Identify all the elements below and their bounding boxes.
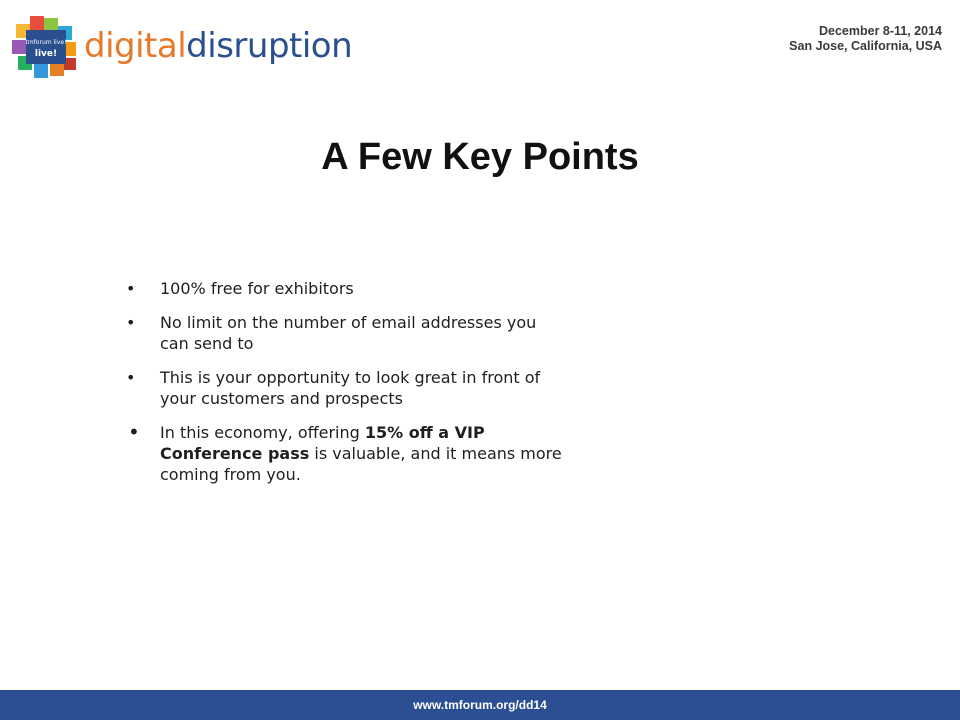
badge-text-tmforum: tmforum live! (25, 39, 67, 46)
slide-title: A Few Key Points (321, 136, 639, 178)
bullet-icon: • (128, 420, 140, 444)
bullet-text-before: In this economy, offering (160, 423, 365, 442)
bullet-text-bold: 15% off a VIP Conference pass (160, 423, 485, 463)
tmforum-live-badge-icon (10, 14, 82, 80)
logo-text-digital: digital (84, 26, 187, 66)
bullet-text-after: is valuable, and it means more coming from you. (160, 444, 562, 484)
key-points-list (126, 278, 596, 498)
bullet-icon: • (126, 368, 136, 387)
event-dates: December 8-11, 2014 (818, 24, 942, 38)
list-item (126, 278, 596, 299)
bullet-text: No limit on the number of email addresses you can send to (160, 313, 537, 353)
bullet-icon: • (126, 279, 136, 298)
svg-text:live!: live! (34, 49, 58, 59)
bullet-text (160, 422, 580, 485)
digital-disruption-logo (10, 14, 353, 80)
footer-bar (0, 690, 960, 720)
list-item (126, 367, 596, 409)
bullet-text: 100% free for exhibitors (160, 279, 354, 298)
bullet-text: This is your opportunity to look great in front of your customers and prospects (160, 368, 541, 408)
list-item (126, 422, 596, 485)
bullet-icon: • (126, 313, 136, 332)
event-location: San Jose, California, USA (789, 39, 942, 53)
list-item (126, 312, 596, 354)
slide-header (0, 0, 960, 90)
event-info (789, 24, 942, 54)
logo-wordmark (84, 24, 352, 68)
footer-url: www.tmforum.org/dd14 (413, 698, 547, 712)
logo-text-disruption: disruption (186, 26, 353, 66)
